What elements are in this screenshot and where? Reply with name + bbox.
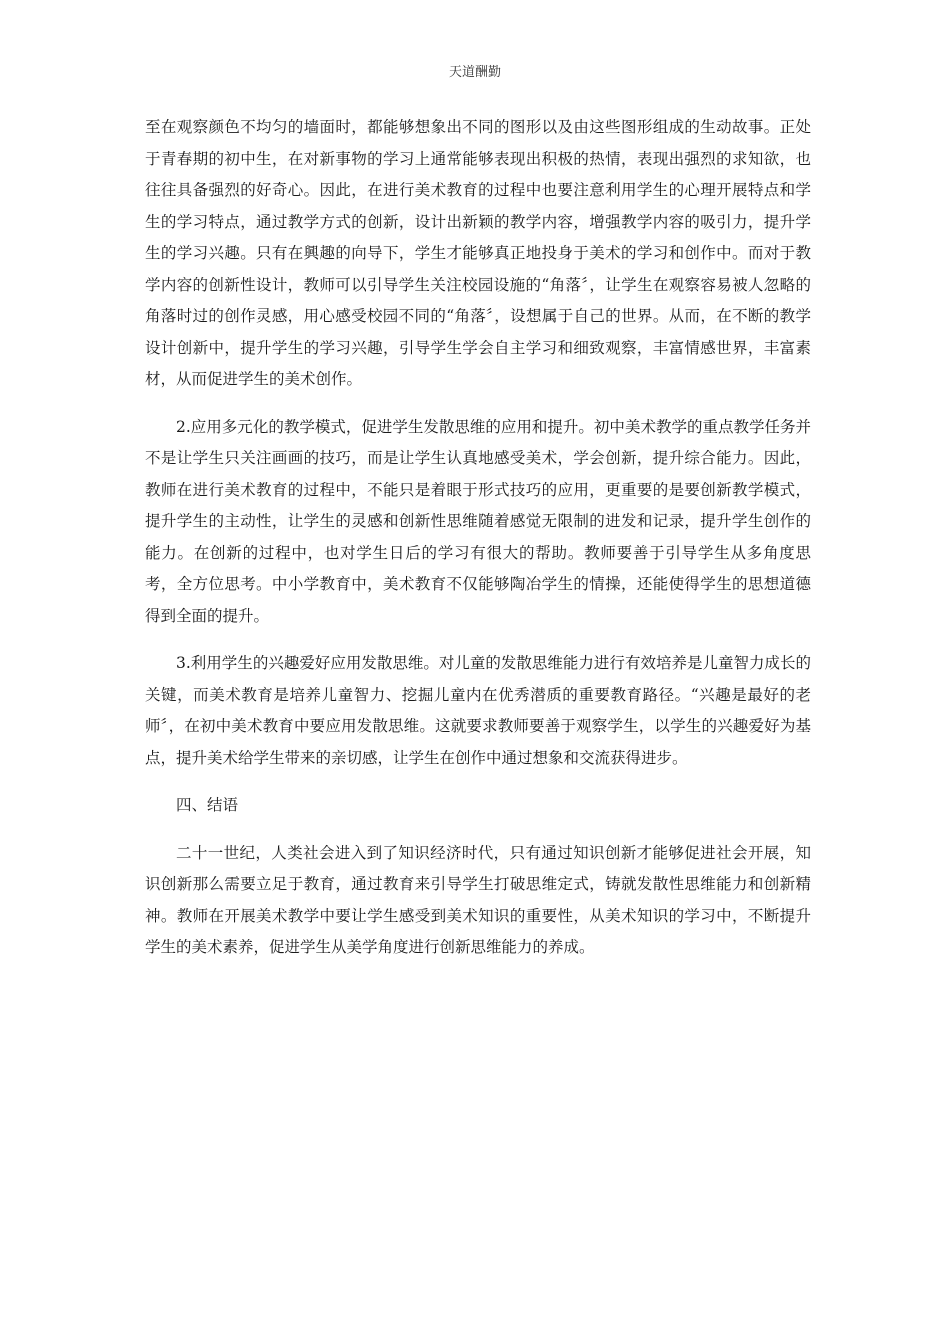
paragraph-point-2: 2.应用多元化的教学模式，促进学生发散思维的应用和提升。初中美术教学的重点教学任务并不是让学生只关注画画的技巧，而是让学生认真地感受美术，学会创新，提升综合能力。因此，教师在进行美术教育的过程中，不能只是着眼于形式技巧的应用，更重要的是要创新教学模式，提升学生的主动性，让学生的灵感和创新性思维随着感觉无限制的进发和记录，提升学生创作的能力。在创新的过程中，也对学生日后的学习有很大的帮助。教师要善于引导学生从多角度思考，全方位思考。中小学教育中，美术教育不仅能够陶冶学生的情操，还能使得学生的思想道德得到全面的提升。	[145, 417, 811, 625]
document-body	[145, 112, 811, 964]
paragraph-conclusion: 二十一世纪，人类社会进入到了知识经济时代，只有通过知识创新才能够促进社会开展，知识创新那么需要立足于教育，通过教育来引导学生打破思维定式，铸就发散性思维能力和创新精神。教师在开展美术教学中要让学生感受到美术知识的重要性，从美术知识的学习中，不断提升学生的美术素养，促进学生从美学角度进行创新思维能力的养成。	[145, 843, 811, 956]
section-heading-conclusion: 四、结语	[176, 796, 239, 814]
page-header: 天道酬勤	[448, 65, 501, 80]
paragraph-point-3: 3.利用学生的兴趣爱好应用发散思维。对儿童的发散思维能力进行有效培养是儿童智力成长的关键，而美术教育是培养儿童智力、挖掘儿童内在优秀潜质的重要教育路径。“兴趣是最好的老师〞，在初中美术教育中要应用发散思维。这就要求教师要善于观察学生，以学生的兴趣爱好为基点，提升美术给学生带来的亲切感，让学生在创作中通过想象和交流获得进步。	[145, 654, 811, 767]
paragraph-continued: 至在观察颜色不均匀的墙面时，都能够想象出不同的图形以及由这些图形组成的生动故事。正处于青春期的初中生，在对新事物的学习上通常能够表现出积极的热情，表现出强烈的求知欲，也往往具备强烈的好奇心。因此，在进行美术教育的过程中也要注意利用学生的心理开展特点和学生的学习特点，通过教学方式的创新，设计出新颖的教学内容，增强教学内容的吸引力，提升学生的学习兴趣。只有在興趣的向导下，学生才能够真正地投身于美术的学习和创作中。而对于教学内容的创新性设计，教师可以引导学生关注校园设施的“角落〞，让学生在观察容易被人忽略的角落时过的创作灵感，用心感受校园不同的“角落〞，设想属于自己的世界。从而，在不断的教学设计创新中，提升学生的学习兴趣，引导学生学会自主学习和细致观察，丰富情感世界，丰富素材，从而促进学生的美术创作。	[145, 118, 811, 388]
